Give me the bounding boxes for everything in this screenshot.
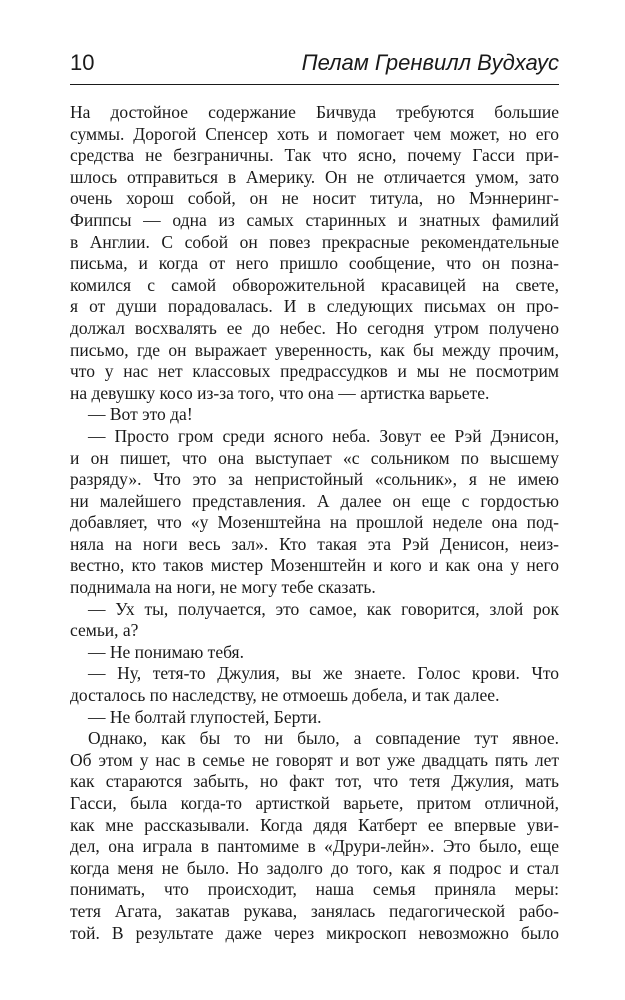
text-line: досталось по наследству, не отмоешь добела, и так далее. <box>70 685 500 706</box>
text-line: вестно, кто таков мистер Мозенштейн и кого и как она у него <box>70 555 559 576</box>
text-line: в Англии. С собой он повез прекрасные рекомендательные <box>70 231 559 252</box>
text-line: — Ух ты, получается, это самое, как говорится, злой рок <box>88 598 559 619</box>
text-line: суммы. Дорогой Спенсер хоть и помогает чем может, но его <box>70 123 559 144</box>
text-line: ни малейшего представления. А далее он еще с гордостью <box>70 490 559 511</box>
text-line: на девушку косо из-за того, что она — артистка варьете. <box>70 382 490 403</box>
body-text <box>70 102 559 944</box>
text-line: поднимала на ноги, не могу тебе сказать. <box>70 577 376 598</box>
text-line: письма, и когда от него пришло сообщение, что он позна- <box>70 253 559 274</box>
text-line: няла на ноги весь зал». Кто такая эта Рэй Денисон, неиз- <box>70 533 559 554</box>
text-line: Однако, как бы то ни было, а совпадение тут явное. <box>88 728 559 749</box>
text-line: и он пишет, что она выступает «с сольником по высшему <box>70 447 559 468</box>
running-head-title: Пелам Гренвилл Вудхаус <box>301 50 559 75</box>
text-line: разряду». Что это за непристойный «сольник», я не имею <box>70 469 559 490</box>
text-line: — Просто гром среди ясного неба. Зовут ее Рэй Дэнисон, <box>88 425 559 446</box>
text-line: — Ну, тетя-то Джулия, вы же знаете. Голос крови. Что <box>88 663 559 684</box>
text-line: тетя Агата, закатав рукава, занялась педагогической рабо- <box>70 900 559 921</box>
text-line: понимать, что происходит, наша семья приняла меры: <box>70 879 559 900</box>
text-line: Гасси, была когда-то артисткой варьете, притом отличной, <box>70 793 559 813</box>
text-line: Фиппсы — одна из самых старинных и знатных фамилий <box>70 209 559 230</box>
text-line: добавляет, что «у Мозенштейна на прошлой неделе она под- <box>70 512 559 533</box>
page-number: 10 <box>70 50 95 75</box>
text-line: — Вот это да! <box>88 404 193 425</box>
text-line: средства не безграничны. Так что ясно, почему Гасси при- <box>70 145 559 166</box>
text-line: я от души порадовалась. И в следующих письмах он про- <box>70 296 559 317</box>
text-line: — Не понимаю тебя. <box>88 641 244 662</box>
text-line: как мне рассказывали. Когда дядя Катберт ее впервые уви- <box>70 814 559 835</box>
text-line: как стараются забыть, но факт тот, что тетя Джулия, мать <box>70 771 559 792</box>
text-line: комился с самой обворожительной красавицей на свете, <box>70 274 559 295</box>
text-line: дел, она играла в пантомиме в «Друри-лейн». Это было, еще <box>70 836 559 857</box>
text-line: что у нас нет классовых предрассудков и мы не посмотрим <box>70 361 559 382</box>
text-line: — Не болтай глупостей, Берти. <box>88 706 322 727</box>
text-line: должал восхвалять ее до небес. Но сегодня утром получено <box>70 317 559 338</box>
text-line: очень хорош собой, он не носит титула, но Мэннеринг- <box>70 188 559 209</box>
text-line: семьи, а? <box>70 620 139 641</box>
text-line: письмо, где он выражает уверенность, как бы между прочим, <box>70 339 559 360</box>
running-header <box>70 44 559 85</box>
text-line: той. В результате даже через микроскоп невозможно было <box>70 922 559 943</box>
text-line: Об этом у нас в семье не говорят и вот уже двадцать пять лет <box>70 749 559 770</box>
text-line: когда меня не было. Но задолго до того, как я подрос и стал <box>70 857 559 878</box>
text-line: На достойное содержание Бичвуда требуются большие <box>70 102 559 122</box>
text-line: шлось отправиться в Америку. Он не отличается умом, зато <box>70 166 559 187</box>
